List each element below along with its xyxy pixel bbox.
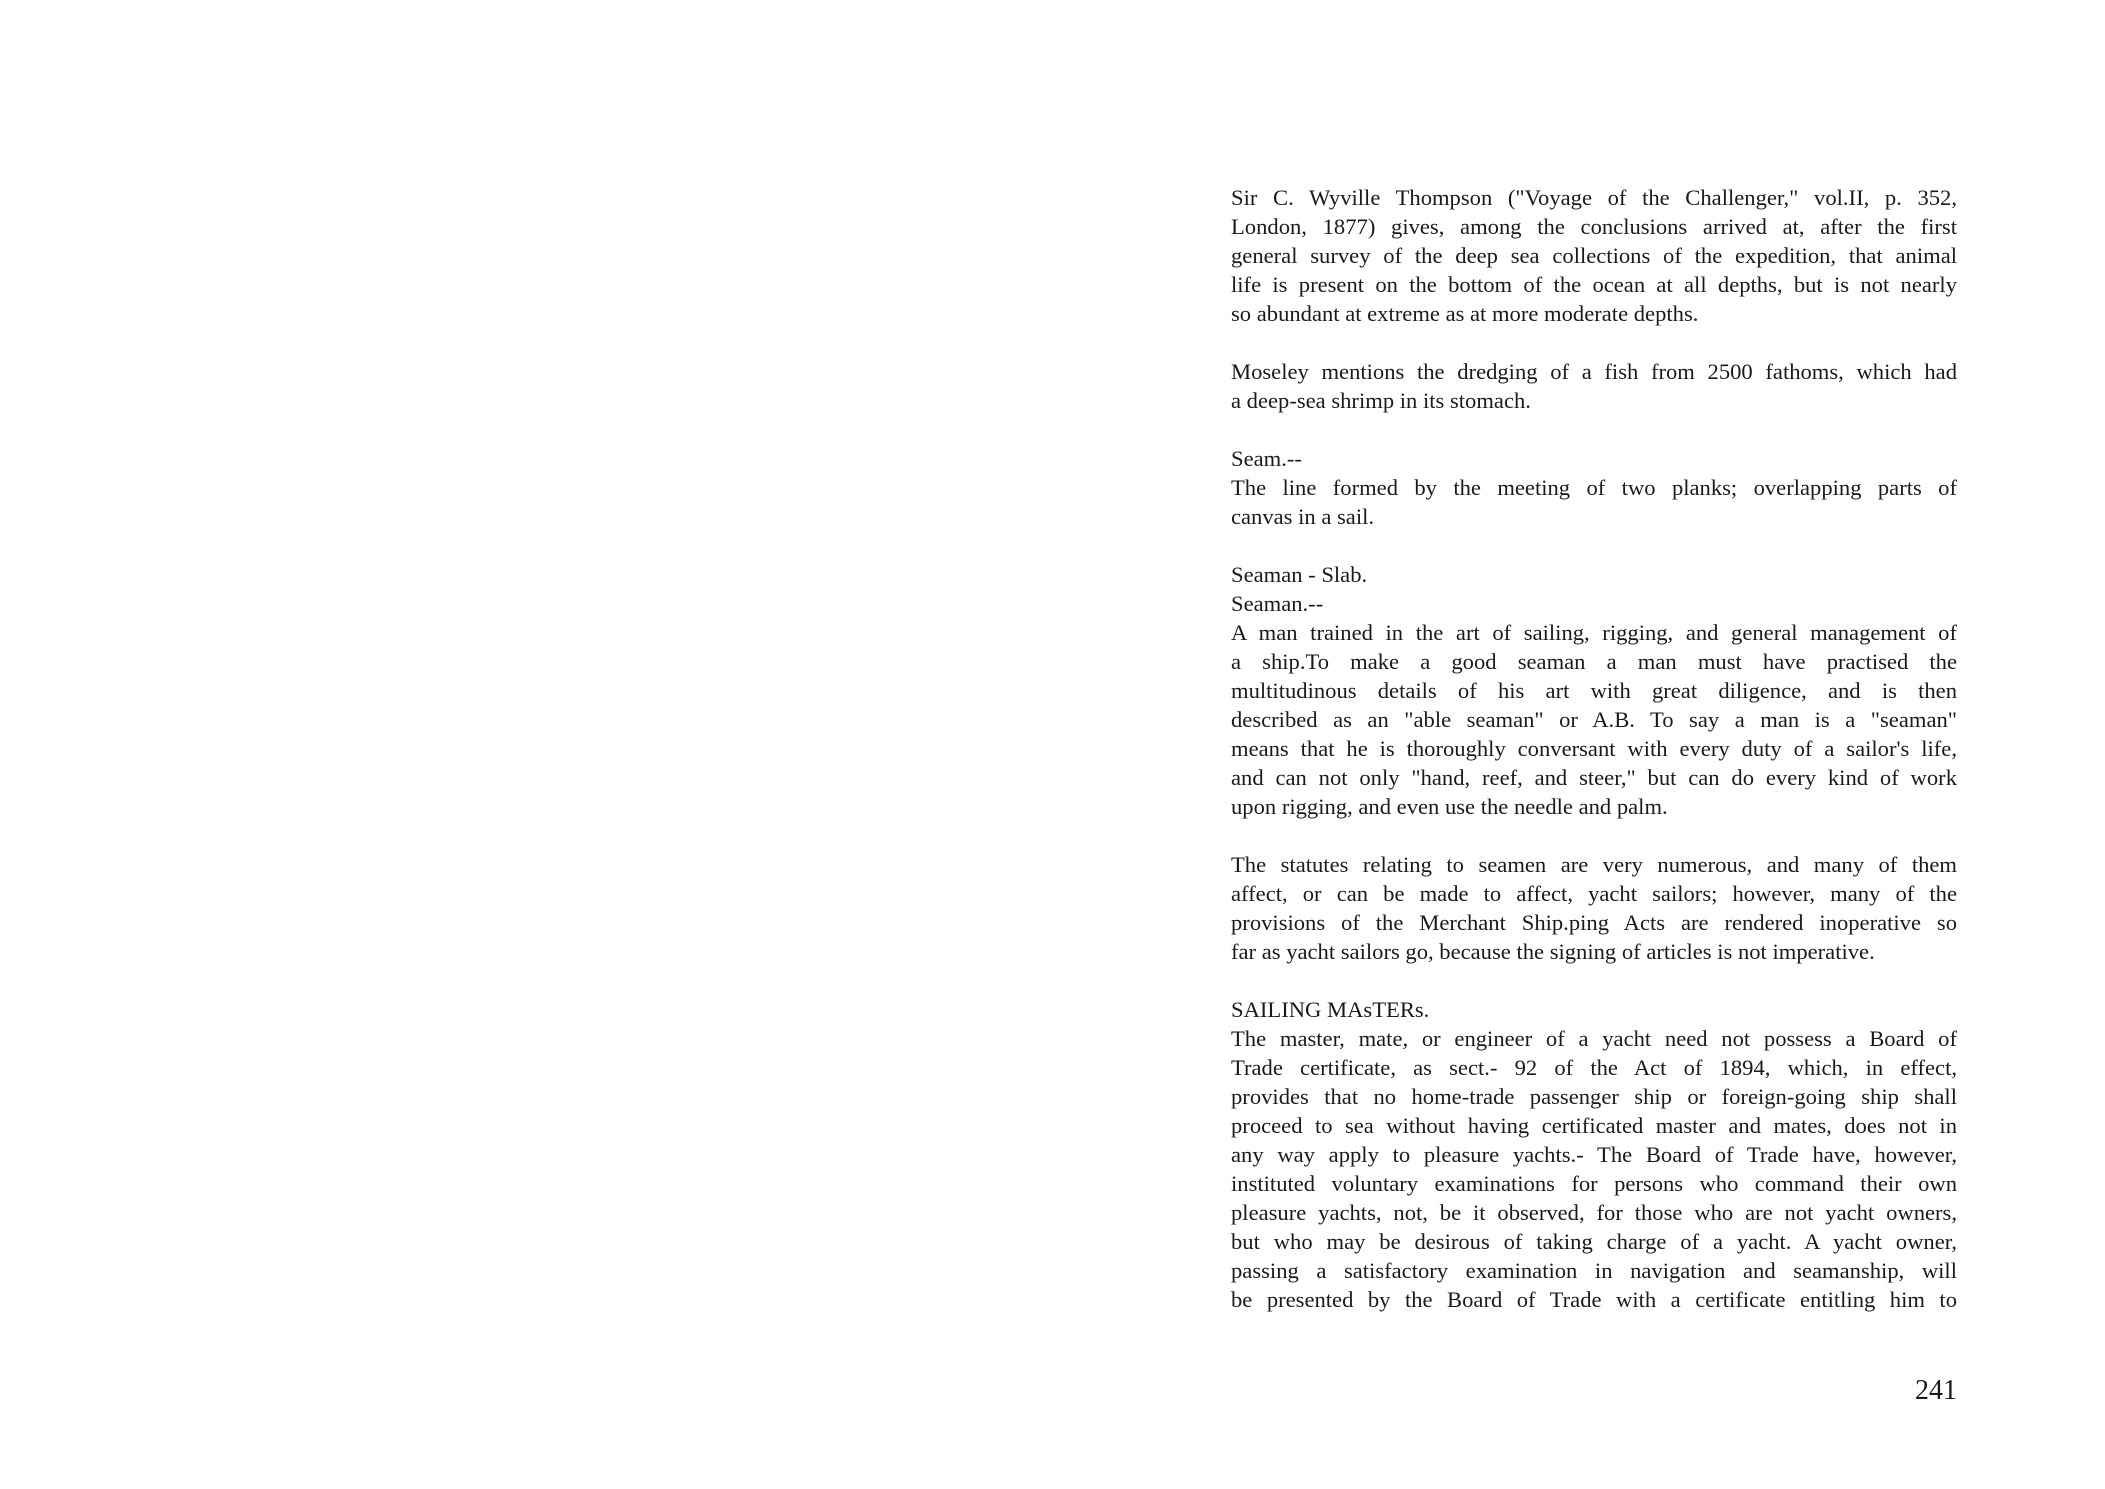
text-line: The line formed by the meeting of two planks; overlapping parts of [1231,475,1957,500]
entry-heading: Seam.-- [1231,446,1302,471]
text-line: any way apply to pleasure yachts.- The Board of Trade have, however, [1231,1142,1957,1167]
entry-heading: Seaman.-- [1231,591,1324,616]
text-line: but who may be desirous of taking charge of a yacht. A yacht owner, [1231,1229,1957,1254]
paragraph-moseley [1231,357,1957,415]
text-line: A man trained in the art of sailing, rigging, and general management of [1231,620,1957,645]
text-line: upon rigging, and even use the needle and palm. [1231,794,1668,819]
text-line: provides that no home-trade passenger ship or foreign-going ship shall [1231,1084,1957,1109]
text-line: instituted voluntary examinations for persons who command their own [1231,1171,1957,1196]
text-line: Sir C. Wyville Thompson ("Voyage of the Challenger," vol.II, p. 352, [1231,185,1957,210]
text-line: life is present on the bottom of the ocean at all depths, but is not nearly [1231,272,1957,297]
entry-seaman [1231,560,1957,821]
text-line: affect, or can be made to affect, yacht sailors; however, many of the [1231,881,1957,906]
section-heading: Seaman - Slab. [1231,562,1368,587]
text-line: be presented by the Board of Trade with a certificate entitling him to [1231,1287,1957,1312]
text-line: Trade certificate, as sect.- 92 of the Act of 1894, which, in effect, [1231,1055,1957,1080]
text-line: The statutes relating to seamen are very numerous, and many of them [1231,852,1957,877]
text-line: multitudinous details of his art with great diligence, and is then [1231,678,1957,703]
entry-sailing-masters [1231,995,1957,1314]
text-line: general survey of the deep sea collections of the expedition, that animal [1231,243,1957,268]
paragraph-statutes [1231,850,1957,966]
text-line: passing a satisfactory examination in navigation and seamanship, will [1231,1258,1957,1283]
entry-seam [1231,444,1957,531]
text-line: described as an "able seaman" or A.B. To say a man is a "seaman" [1231,707,1957,732]
text-line: means that he is thoroughly conversant with every duty of a sailor's life, [1231,736,1957,761]
text-line: pleasure yachts, not, be it observed, for those who are not yacht owners, [1231,1200,1957,1225]
paragraph-challenger [1231,183,1957,328]
text-line: Moseley mentions the dredging of a fish from 2500 fathoms, which had [1231,359,1957,384]
text-line: a deep-sea shrimp in its stomach. [1231,388,1531,413]
text-line: and can not only "hand, reef, and steer," but can do every kind of work [1231,765,1957,790]
page-number: 241 [1915,1375,1957,1406]
text-line: canvas in a sail. [1231,504,1375,529]
text-line: far as yacht sailors go, because the signing of articles is not imperative. [1231,939,1875,964]
text-line: provisions of the Merchant Ship.ping Acts are rendered inoperative so [1231,910,1957,935]
text-line: London, 1877) gives, among the conclusions arrived at, after the first [1231,214,1957,239]
text-column [1231,183,1957,1343]
text-line: so abundant at extreme as at more moderate depths. [1231,301,1699,326]
entry-heading: SAILING MAsTERs. [1231,997,1430,1022]
text-line: The master, mate, or engineer of a yacht need not possess a Board of [1231,1026,1957,1051]
text-line: proceed to sea without having certificated master and mates, does not in [1231,1113,1957,1138]
text-line: a ship.To make a good seaman a man must have practised the [1231,649,1957,674]
